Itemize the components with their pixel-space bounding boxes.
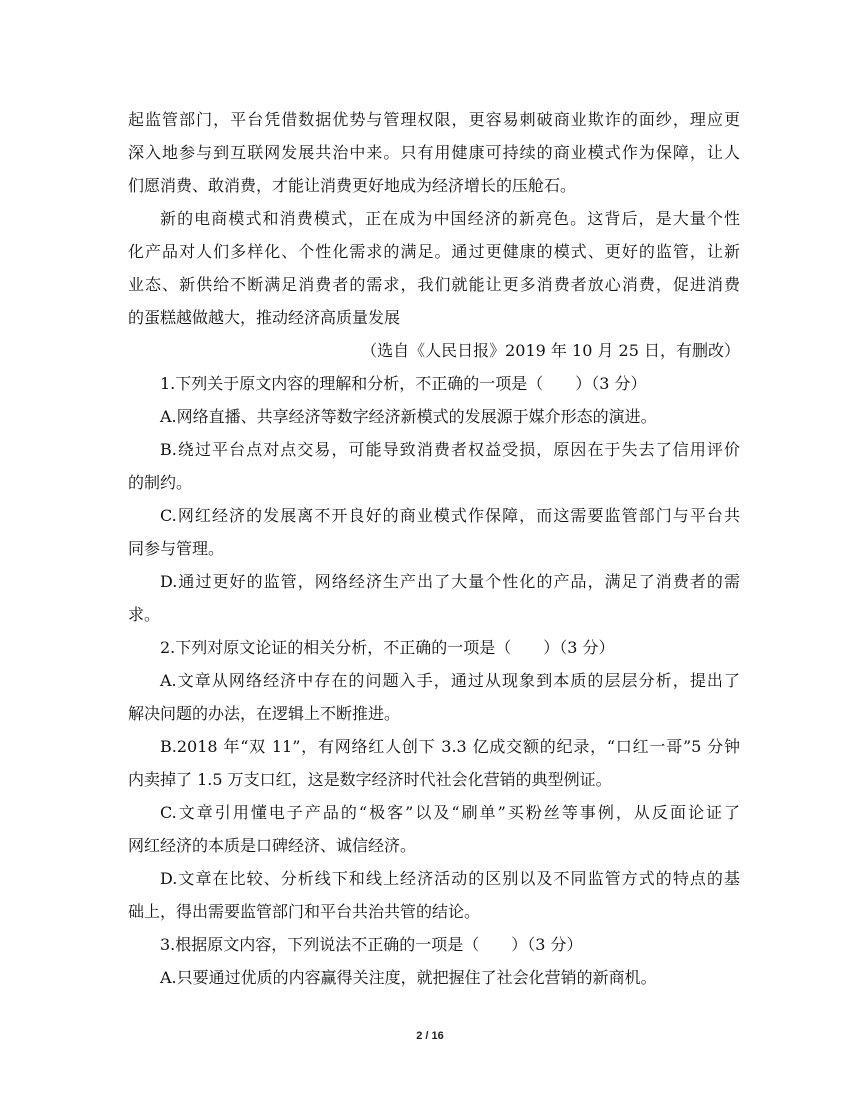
question-1-option-c: C.网红经济的发展离不开良好的商业模式作保障，而这需要监管部门与平台共 bbox=[160, 506, 740, 525]
text-line: 化产品对人们多样化、个性化需求的满足。通过更健康的模式、更好的监管，让新 bbox=[128, 242, 740, 261]
text-line: 新的电商模式和消费模式，正在成为中国经济的新亮色。这背后，是大量个性 bbox=[160, 209, 740, 228]
question-1-option-b-cont: 的制约。 bbox=[128, 473, 193, 492]
text-line: 起监管部门，平台凭借数据优势与管理权限，更容易刺破商业欺诈的面纱，理应更 bbox=[128, 110, 740, 129]
question-3-option-a: A.只要通过优质的内容赢得关注度，就把握住了社会化营销的新商机。 bbox=[160, 968, 657, 987]
text-line: 们愿消费、敢消费，才能让消费更好地成为经济增长的压舱石。 bbox=[128, 176, 577, 195]
question-1-option-b: B.绕过平台点对点交易，可能导致消费者权益受损，原因在于失去了信用评价 bbox=[160, 440, 740, 459]
question-2-option-d-cont: 础上，得出需要监管部门和平台共治共管的结论。 bbox=[128, 902, 481, 921]
source-citation: （选自《人民日报》2019 年 10 月 25 日，有删改） bbox=[361, 341, 740, 360]
question-1-option-d: D.通过更好的监管，网络经济生产出了大量个性化的产品，满足了消费者的需 bbox=[160, 572, 740, 591]
text-line: 深入地参与到互联网发展共治中来。只有用健康可持续的商业模式作为保障，让人 bbox=[128, 143, 740, 162]
text-line: 业态、新供给不断满足消费者的需求，我们就能让更多消费者放心消费，促进消费 bbox=[128, 275, 740, 294]
question-1-option-a: A.网络直播、共享经济等数字经济新模式的发展源于媒介形态的演进。 bbox=[160, 407, 657, 426]
question-1-stem: 1.下列关于原文内容的理解和分析，不正确的一项是（ ）（3 分） bbox=[160, 374, 647, 393]
question-2-stem: 2.下列对原文论证的相关分析，不正确的一项是（ ）（3 分） bbox=[160, 638, 615, 657]
document-body bbox=[128, 103, 740, 994]
question-2-option-c-cont: 网红经济的本质是口碑经济、诚信经济。 bbox=[128, 836, 417, 855]
question-1-option-c-cont: 同参与管理。 bbox=[128, 539, 225, 558]
question-2-option-c: C.文章引用懂电子产品的“极客”以及“刷单”买粉丝等事例，从反面论证了 bbox=[160, 803, 740, 822]
question-1-option-d-cont: 求。 bbox=[128, 605, 161, 624]
question-3-stem: 3.根据原文内容，下列说法不正确的一项是（ ）（3 分） bbox=[160, 935, 583, 954]
question-2-option-d: D.文章在比较、分析线下和线上经济活动的区别以及不同监管方式的特点的基 bbox=[160, 869, 740, 888]
text-line: 的蛋糕越做越大，推动经济高质量发展 bbox=[128, 308, 401, 327]
question-2-option-b-cont: 内卖掉了 1.5 万支口红，这是数字经济时代社会化营销的典型例证。 bbox=[128, 770, 612, 789]
question-2-option-b: B.2018 年“双 11”，有网络红人创下 3.3 亿成交额的纪录，“口红一哥”5 分钟 bbox=[160, 737, 740, 756]
page-number: 2 / 16 bbox=[416, 1030, 444, 1042]
question-2-option-a: A.文章从网络经济中存在的问题入手，通过从现象到本质的层层分析，提出了 bbox=[160, 671, 740, 690]
question-2-option-a-cont: 解决问题的办法，在逻辑上不断推进。 bbox=[128, 704, 401, 723]
